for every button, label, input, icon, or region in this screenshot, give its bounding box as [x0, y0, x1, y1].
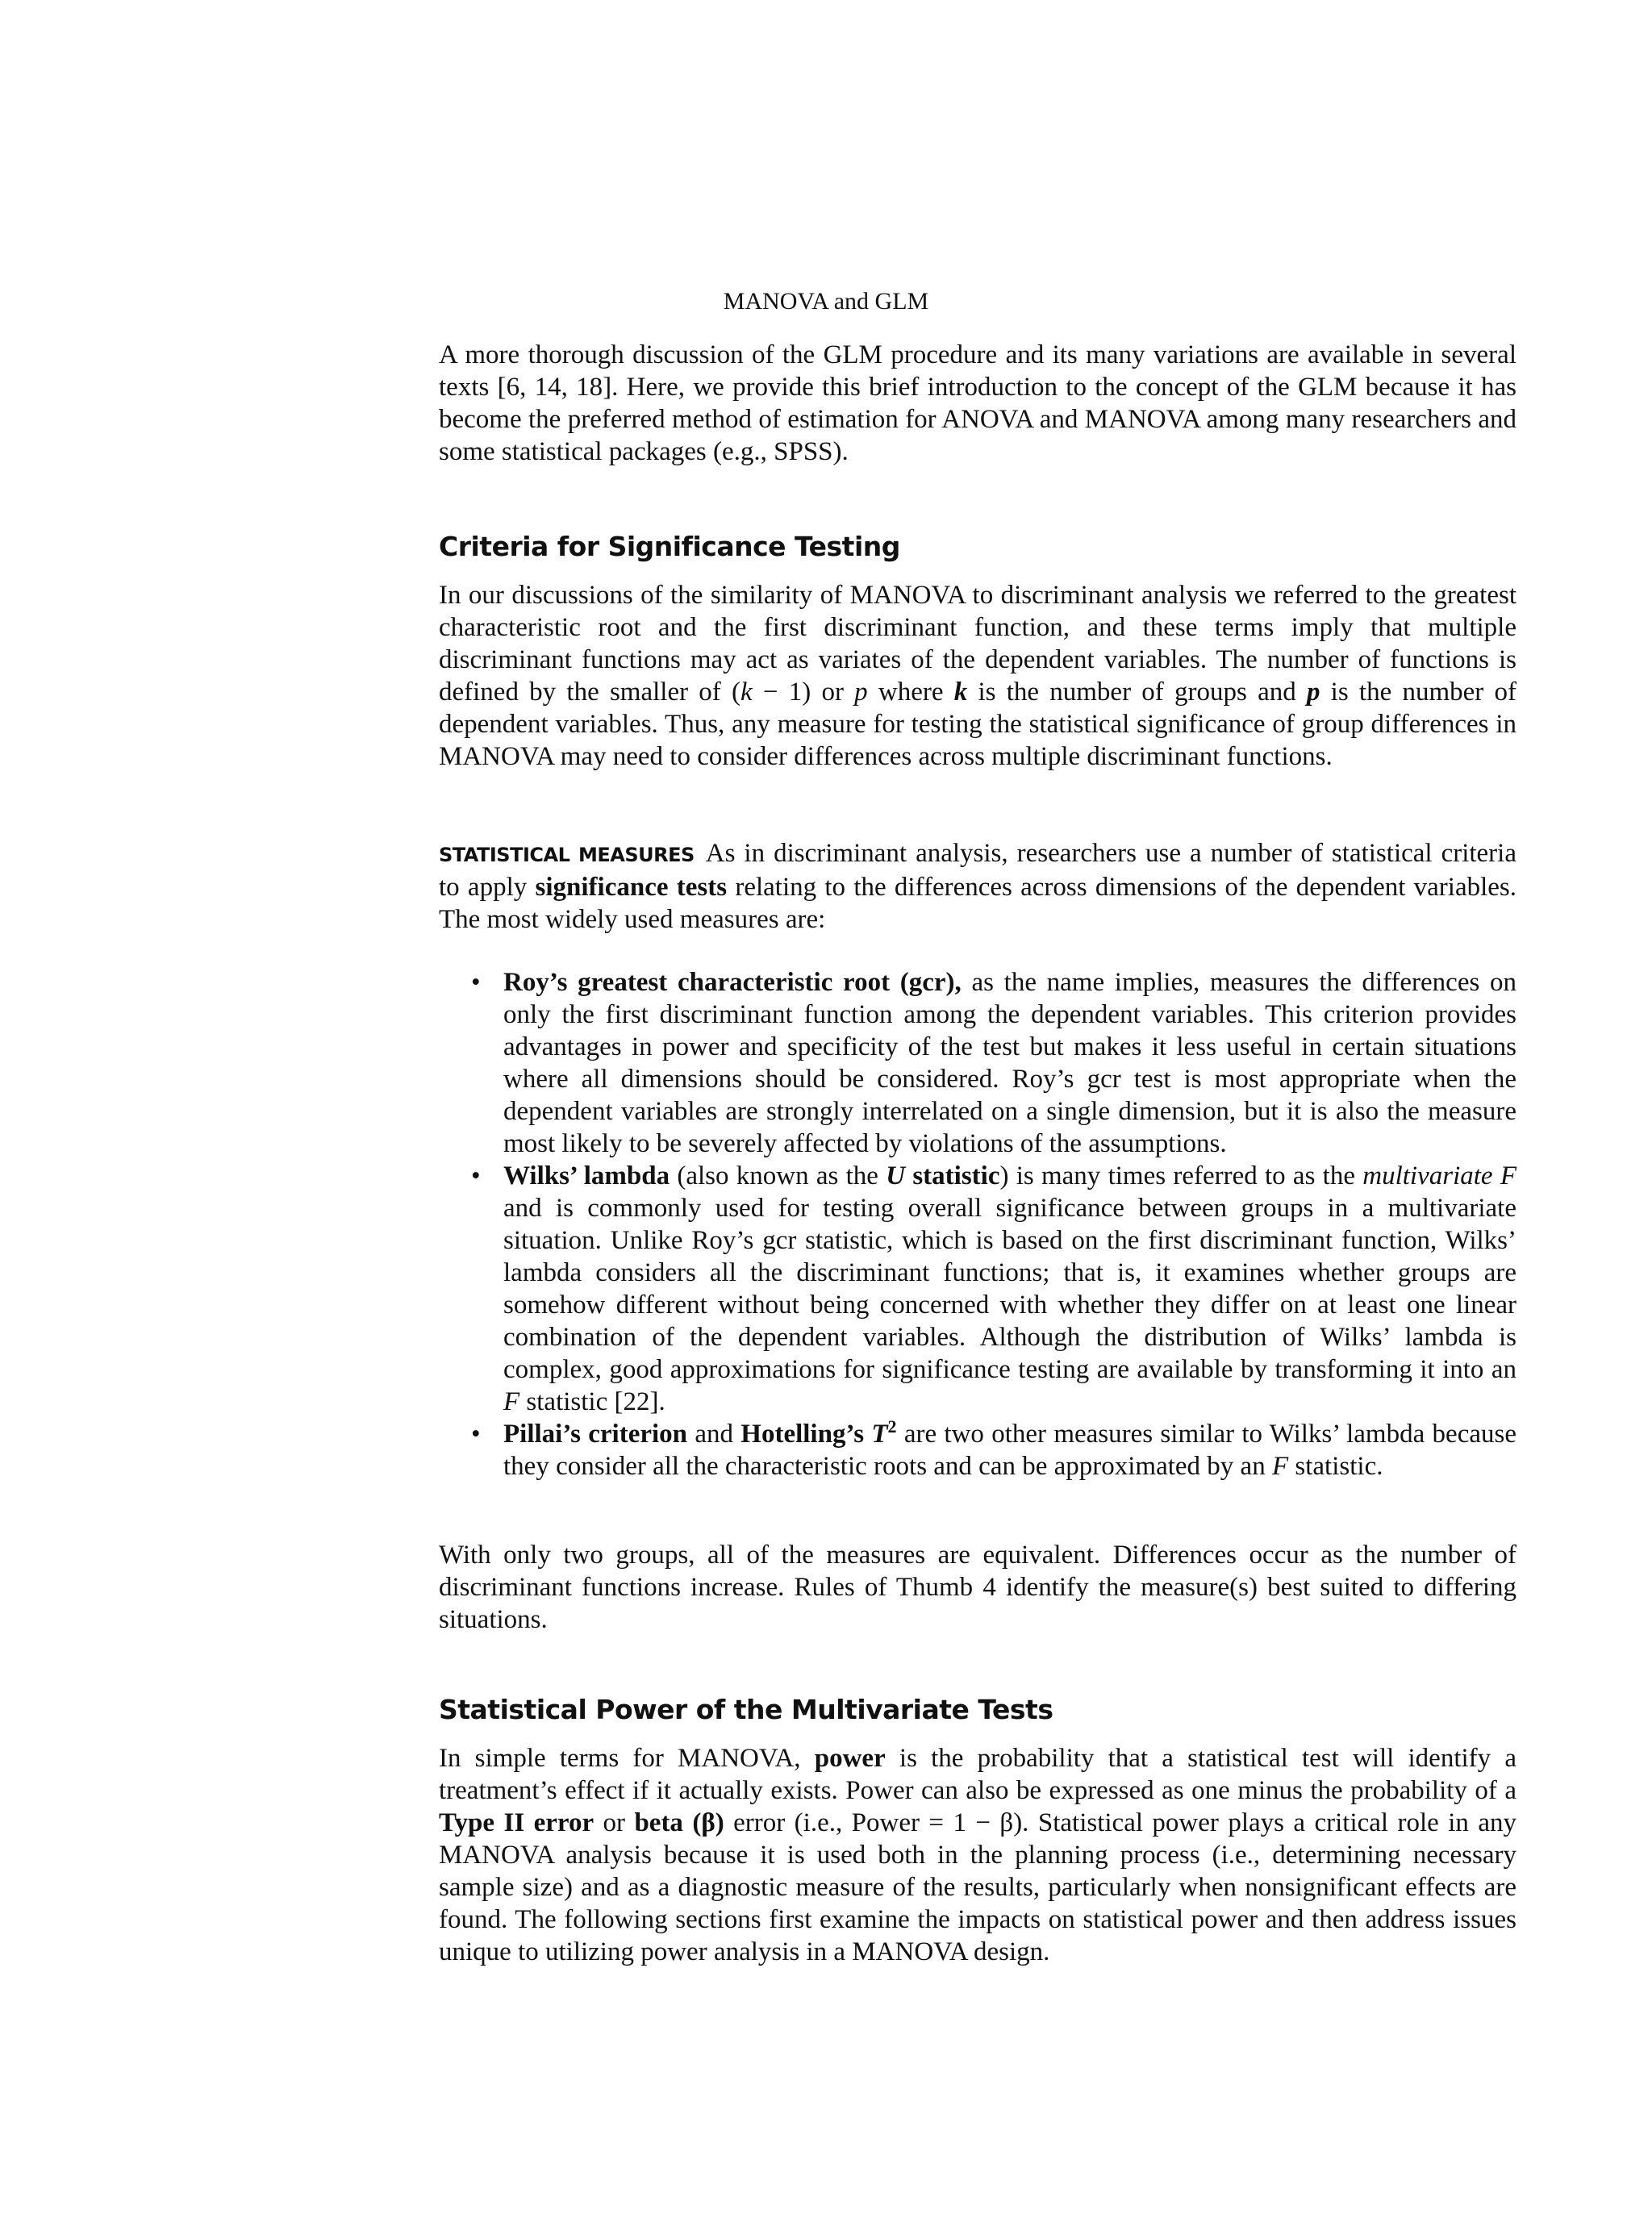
term-wilks-lambda: Wilks’ lambda [503, 1161, 670, 1190]
text-run: is the number of dependent variables. Thus, any measure for testing the statistical significance of group differences in MANOVA may need to consider differences across multiple discriminant functions. [439, 678, 1516, 771]
text-run: − 1) or [752, 678, 855, 707]
term-beta: beta (β) [634, 1808, 724, 1837]
term-hotellings: Hotelling’s [740, 1420, 872, 1449]
text-run: (also known as the [670, 1161, 886, 1190]
term-pillais-criterion: Pillai’s criterion [503, 1420, 688, 1449]
text-run: or [594, 1808, 635, 1837]
term-multivariate-f: multivariate F [1362, 1161, 1516, 1190]
bullet-glyph: • [471, 1161, 481, 1190]
variable-p: p [1306, 678, 1320, 707]
variable-k: k [740, 678, 753, 707]
text-run: relating to the differences across dimensions of the dependent variables. The most widely used measures are: [439, 873, 1517, 934]
run-in-heading: STATISTICAL MEASURES [439, 844, 695, 866]
superscript-2: 2 [887, 1416, 897, 1436]
text-run: is the probability that a statistical test will identify a treatment’s effect if it actually exists. Power can also be expressed as one minus the probability of a [439, 1744, 1516, 1805]
text-run: as the name implies, measures the differences on only the first discriminant function among the dependent variables. This criterion provides advantages in power and specificity of the test but makes it less useful in certain situations where all dimensions should be considered. Roy’s gcr test is most appropriate when the dependent variables are strongly interrelated on a single dimension, but it is also the measure most likely to be severely affected by violations of the assumptions. [503, 968, 1517, 1158]
text-run: In our discussions of the similarity of MANOVA to discriminant analysis we referred to the greatest characteristic root and the first discriminant function, and these terms imply that multiple discriminant functions may act as variates of the dependent variables. The number of functions is defined by the smaller of ( [439, 581, 1516, 707]
term-roys-gcr: Roy’s greatest characteristic root (gcr), [503, 968, 962, 997]
running-head: MANOVA and GLM [723, 288, 929, 315]
term-significance-tests: significance tests [535, 873, 728, 902]
term-type-ii-error: Type II error [439, 1808, 594, 1837]
text-run: In simple terms for MANOVA, [439, 1744, 815, 1773]
section-heading-power: Statistical Power of the Multivariate Tests [439, 1694, 1053, 1725]
variable-u: U [886, 1161, 906, 1190]
text-run: As in discriminant analysis, researchers use a number of statistical criteria to apply [439, 839, 1516, 902]
statistical-measures-paragraph [439, 837, 1516, 936]
bullet-glyph: • [471, 1420, 481, 1449]
variable-f: F [503, 1387, 520, 1416]
variable-k: k [953, 678, 968, 707]
text-run: and is commonly used for testing overall significance between groups in a multivariate situation. Unlike Roy’s gcr statistic, which is based on the first discriminant function, Wilks’ lambda considers all the discriminant functions; that is, it examines whether groups are somehow different without being concerned with whether they differ on at least one linear combination of the dependent variables. Although the distribution of Wilks’ lambda is complex, good approximations for significance testing are available by transforming it into an [503, 1194, 1516, 1384]
list-item-pillai-hotelling [471, 1418, 1516, 1482]
text-run: error (i.e., Power = 1 − β). Statistical power plays a critical role in any MANOVA analysis because it is used both in the planning process (i.e., determining necessary sample size) and as a diagnostic measure of the results, particularly when nonsignificant effects are found. The following sections first examine the impacts on statistical power and then address issues unique to utilizing power analysis in a MANOVA design. [439, 1808, 1516, 1966]
text-run: where [867, 678, 954, 707]
list-item-wilks [471, 1160, 1516, 1418]
section-heading-criteria: Criteria for Significance Testing [439, 531, 900, 562]
intro-paragraph: A more thorough discussion of the GLM procedure and its many variations are available in several texts [6, 14, 18]. Here, we provide this brief introduction to the concept of the GLM because it has become the preferred method of estimation for ANOVA and MANOVA among many researchers and some statistical packages (e.g., SPSS). [439, 340, 1516, 466]
term-statistic: statistic [905, 1161, 1000, 1190]
measures-list [471, 966, 1516, 1482]
variable-p: p [854, 678, 868, 707]
variable-t: T [871, 1420, 888, 1449]
criteria-paragraph [439, 579, 1516, 773]
variable-f: F [1271, 1452, 1289, 1481]
text-run: statistic. [1288, 1452, 1383, 1481]
text-run: is the number of groups and [967, 678, 1307, 707]
text-run: ) is many times referred to as the [999, 1161, 1363, 1190]
closing-paragraph: With only two groups, all of the measures are equivalent. Differences occur as the number of discriminant functions increase. Rules of Thumb 4 identify the measure(s) best suited to differing situations. [439, 1541, 1516, 1634]
power-paragraph [439, 1742, 1516, 1968]
term-power: power [814, 1744, 886, 1773]
text-run: are two other measures similar to Wilks’ lambda because they consider all the characteristic roots and can be approximated by an [503, 1420, 1516, 1481]
bullet-glyph: • [471, 968, 481, 997]
text-run: and [687, 1420, 741, 1449]
list-item-roy [471, 966, 1516, 1160]
text-run: statistic [22]. [519, 1387, 665, 1416]
